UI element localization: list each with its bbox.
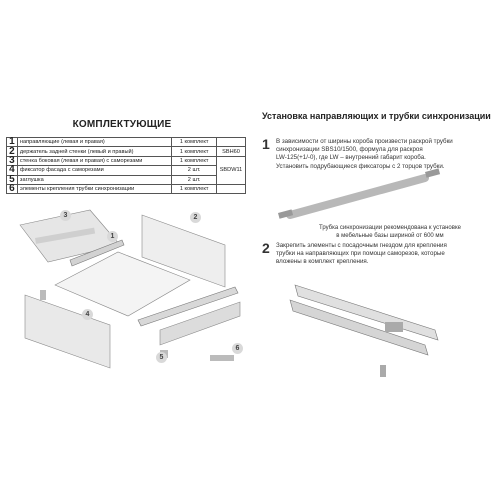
parts-table-name: элементы крепления трубки синхронизации [17, 184, 171, 193]
parts-table-num: 1 [7, 138, 18, 147]
parts-table-name: фиксатор фасада с саморезами [17, 166, 171, 175]
parts-table-name: заглушка [17, 175, 171, 184]
parts-table-qty: 1 комплект [172, 184, 217, 193]
step-1-number: 1 [262, 136, 270, 152]
note-line: в мебельные базы шириной от 600 мм [336, 233, 444, 239]
parts-table-qty: 2 шт. [172, 166, 217, 175]
sync-fastener [210, 355, 234, 361]
parts-table-name: держатель задней стенки (левый и правый) [17, 147, 171, 156]
parts-table-name: направляющие (левая и правая) [17, 138, 171, 147]
step2-screw [380, 365, 386, 377]
front-fixer [40, 290, 46, 300]
step-2-line: вложены в комплект крепления. [276, 258, 369, 266]
note-line: Трубка синхронизации рекомендована к установке [319, 225, 461, 231]
parts-table-code: SBH60 [217, 147, 246, 156]
parts-table-qty: 1 комплект [172, 156, 217, 165]
callout-4: 4 [82, 309, 93, 320]
step-2-number: 2 [262, 240, 270, 256]
step-2-line: Закрепить элементы с посадочным гнездом для крепления [276, 242, 447, 249]
step-2-line: трубки на направляющих при помощи саморезов, которые [276, 250, 445, 258]
components-heading: КОМПЛЕКТУЮЩИЕ [72, 119, 172, 130]
callout-2: 2 [190, 212, 201, 223]
installation-heading: Установка направляющих и трубки синхронизации [262, 111, 491, 121]
sync-tube [290, 178, 425, 215]
parts-table-num: 6 [7, 184, 18, 193]
callout-5: 5 [156, 352, 167, 363]
parts-table-qty: 2 шт. [172, 175, 217, 184]
callout-6: 6 [232, 343, 243, 354]
tube-fixer-right [425, 168, 440, 177]
parts-table-qty: 1 комплект [172, 138, 217, 147]
step-1-line: В зависимости от ширины короба произвести раскрой трубки [276, 138, 453, 145]
callout-3: 3 [60, 210, 71, 221]
step-1-line: синхронизации SBS10/1500, формула для раскроя [276, 146, 423, 154]
step-1-line: Установить подрубающиеся фиксаторы с 2 торцов трубки. [276, 162, 445, 170]
callout-1: 1 [107, 231, 118, 242]
front-facade [25, 295, 110, 368]
parts-table-name: стенка боковая (левая и правая) с саморезами [17, 156, 171, 165]
parts-table-code: SBDW11 [217, 156, 246, 184]
parts-table-num: 4 [7, 166, 18, 175]
step-1-line: LW-125(+1/-0), где LW – внутренний габарит короба. [276, 154, 426, 162]
parts-table-num: 2 [7, 147, 18, 156]
parts-table-num: 3 [7, 156, 18, 165]
parts-table-qty: 1 комплект [172, 147, 217, 156]
step2-bracket [385, 322, 403, 332]
parts-table-num: 5 [7, 175, 18, 184]
